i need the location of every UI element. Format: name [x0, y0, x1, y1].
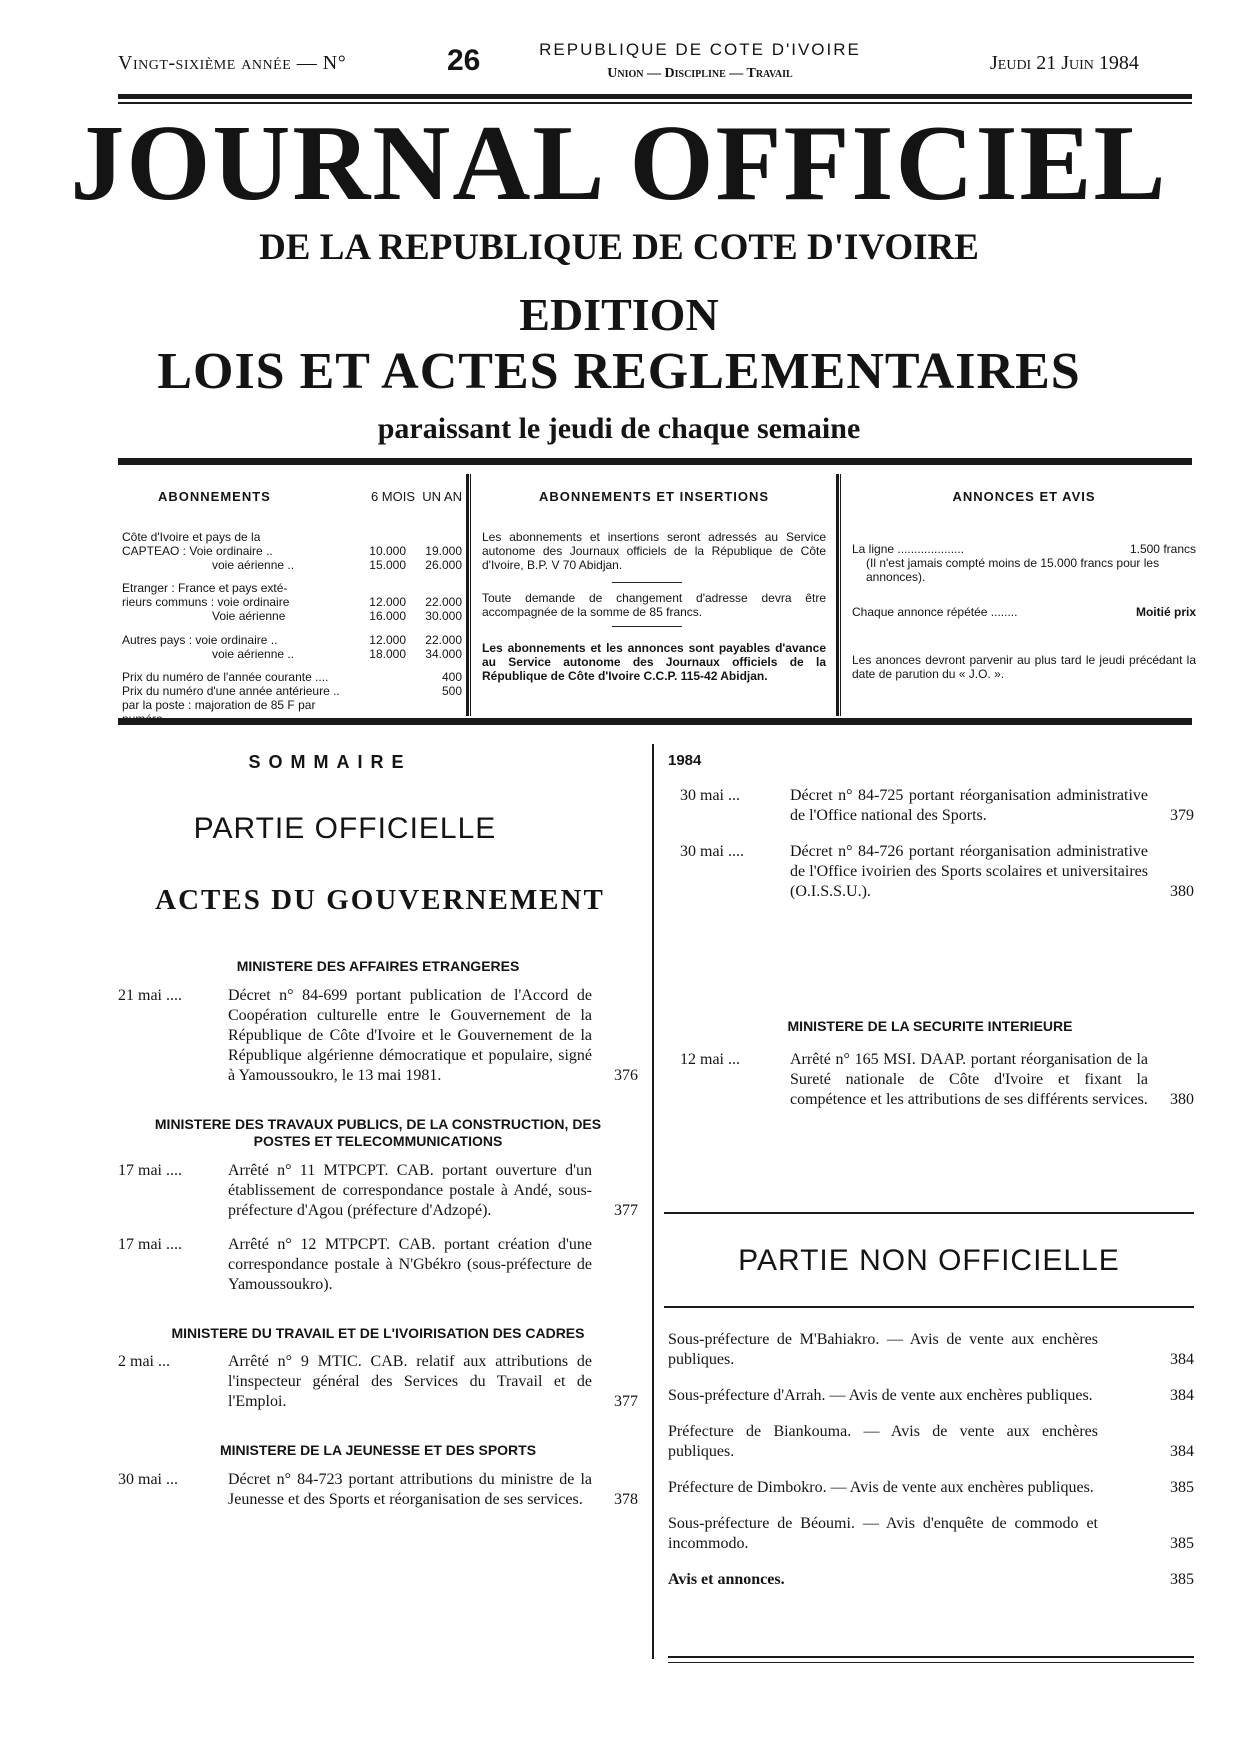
abonnements-title: ABONNEMENTS: [158, 489, 271, 504]
abonnement-row: [122, 559, 462, 573]
abonnement-1an: 22.000: [425, 632, 462, 647]
abonnement-row: [122, 648, 462, 662]
entry-text: Décret n° 84-723 portant attributions du ministre de la Jeunesse et des Sports et réorganisation de ses services.: [228, 1470, 592, 1508]
item-text: Préfecture de Dimbokro. — Avis de vente aux enchères publiques.: [668, 1479, 1094, 1496]
item-text: Avis et annonces.: [668, 1571, 785, 1588]
entry-text: Décret n° 84-725 portant réorganisation administrative de l'Office national des Sports.: [790, 787, 1148, 824]
abonnement-6mois: [350, 671, 406, 685]
actes-title: ACTES DU GOUVERNEMENT: [155, 884, 605, 916]
abonnement-6mois: 16.000: [369, 608, 406, 623]
entry-text: Décret n° 84-726 portant réorganisation administrative de l'Office ivoirien des Sports scolaires et universitaires (O.I.S.S.U.).: [790, 843, 1148, 900]
entry-date: 30 mai ....: [680, 843, 744, 860]
separator: [612, 626, 682, 627]
item-page: 384: [1170, 1443, 1194, 1460]
abonnement-1an: 34.000: [425, 646, 462, 661]
non-officielle-item: [668, 1478, 1194, 1498]
box-divider-thin: [840, 474, 841, 716]
securite-entry: [680, 1050, 1194, 1110]
sommaire-entry: [118, 1470, 638, 1510]
annonces-title: ANNONCES ET AVIS: [952, 489, 1096, 504]
masthead-rule: [118, 458, 1192, 465]
entry-page: 377: [614, 1201, 638, 1219]
boxes-bottom-rule: [118, 718, 1192, 725]
abonnement-row: [122, 671, 462, 685]
entry-page: 380: [1170, 883, 1194, 900]
repete-value: Moitié prix: [1135, 605, 1196, 620]
entry-page: 377: [614, 1393, 638, 1410]
insertions-p2: Toute demande de changement d'adresse devra être accompagnée de la somme de 85 francs.: [482, 591, 826, 620]
abonnement-6mois: 15.000: [369, 557, 406, 572]
item-page: 385: [1170, 1479, 1194, 1496]
annonces-delai: Les anonces devront parvenir au plus tard le jeudi précédant la date de parution du « J.O. ».: [852, 653, 1196, 681]
republic-name: REPUBLIQUE DE COTE D'IVOIRE: [539, 40, 861, 59]
non-officielle-list: [668, 1330, 1194, 1606]
abonnement-label: Prix du numéro de l'année courante ....: [122, 670, 329, 685]
abonnement-1an: 19.000: [425, 543, 462, 558]
entry-page: 376: [614, 1066, 638, 1084]
abonnement-1an: 22.000: [425, 595, 462, 610]
sommaire-entry: [680, 842, 1194, 902]
abonnement-row: [122, 596, 462, 610]
edition-label: EDITION: [519, 289, 719, 340]
annonces-box: [852, 474, 1196, 714]
entry-date: 17 mai ....: [118, 1161, 182, 1179]
year-label: Vingt-sixième année — N°: [118, 52, 347, 74]
bottom-rule: [668, 1656, 1194, 1658]
box-divider: [836, 474, 839, 716]
national-motto: Union — Discipline — Travail: [607, 66, 793, 81]
insertions-p1: Les abonnements et insertions seront adressés au Service autonome des Journaux officiels de la République de Côte d'Ivoire, B.P. V 70 Abidjan.: [482, 529, 826, 572]
abonnement-label: voie aérienne ..: [212, 557, 295, 572]
abonnement-6mois: [350, 582, 406, 596]
ministere-heading: MINISTERE DE LA JEUNESSE ET DES SPORTS: [219, 1442, 537, 1458]
item-page: 384: [1170, 1387, 1194, 1404]
sommaire-entry: [118, 1352, 638, 1412]
non-officielle-item: [668, 1386, 1194, 1406]
entry-text: Arrêté n° 9 MTIC. CAB. relatif aux attributions de l'inspecteur général des Services du Travail et de l'Emploi.: [228, 1353, 592, 1410]
frequency-label: paraissant le jeudi de chaque semaine: [377, 412, 861, 445]
ligne-row: [852, 543, 1196, 557]
abonnement-label: Côte d'Ivoire et pays de la: [122, 529, 261, 544]
abonnement-label: Autres pays : voie ordinaire ..: [122, 632, 278, 647]
column-rule: [652, 744, 654, 1659]
partie-non-officielle-title: PARTIE NON OFFICIELLE: [738, 1244, 1120, 1277]
securite-ministere: MINISTERE DE LA SECURITE INTERIEURE: [787, 1018, 1073, 1034]
abonnement-6mois: [350, 685, 406, 699]
abonnement-label: CAPTEAO : Voie ordinaire ..: [122, 543, 273, 558]
non-officielle-item: [668, 1570, 1194, 1590]
issue-number: 26: [447, 44, 481, 77]
entry-date: 30 mai ...: [118, 1470, 178, 1488]
entry-date: 30 mai ...: [680, 787, 740, 804]
repete-row: [852, 606, 1196, 620]
abonnement-label: par la poste : majoration de 85 F par: [122, 697, 316, 712]
ligne-note: (Il n'est jamais compté moins de 15.000 francs pour les annonces).: [866, 555, 1160, 584]
abonnement-label: rieurs communs : voie ordinaire: [122, 595, 290, 610]
abonnement-row: [122, 610, 462, 624]
journal-title: JOURNAL OFFICIEL: [70, 104, 1168, 223]
item-text: Sous-préfecture d'Arrah. — Avis de vente aux enchères publiques.: [668, 1387, 1093, 1404]
entry-text: Arrêté n° 165 MSI. DAAP. portant réorganisation de la Sureté nationale de Côte d'Ivoire et fixant la compétence et les attributions de ses différents services.: [790, 1051, 1148, 1108]
insertions-p3: Les abonnements et les annonces sont payables d'avance au Service autonome des Journaux officiels de la République de Côte d'Ivoire C.C.P. 115-42 Abidjan.: [482, 640, 826, 683]
lois-label: LOIS ET ACTES REGLEMENTAIRES: [157, 343, 1081, 400]
insertions-title: ABONNEMENTS ET INSERTIONS: [538, 489, 770, 504]
col-1an: UN AN: [422, 489, 462, 504]
section-rule: [664, 1212, 1194, 1214]
entry-date: 2 mai ...: [118, 1353, 170, 1370]
abonnement-6mois: 10.000: [369, 543, 406, 558]
non-officielle-item: [668, 1330, 1194, 1370]
non-officielle-item: [668, 1422, 1194, 1462]
abonnement-row: [122, 531, 462, 545]
insertions-box: [482, 474, 826, 714]
item-text: Sous-préfecture de M'Bahiakro. — Avis de vente aux enchères publiques.: [668, 1331, 1098, 1368]
bottom-rule-thin: [668, 1662, 1194, 1663]
entry-page: 378: [614, 1490, 638, 1508]
sommaire-title: SOMMAIRE: [248, 752, 412, 772]
journal-subtitle: DE LA REPUBLIQUE DE COTE D'IVOIRE: [259, 227, 979, 268]
abonnement-1an: [406, 531, 462, 545]
abonnements-rows: [122, 531, 462, 727]
abonnement-row: [122, 582, 462, 596]
sommaire-entry: [680, 786, 1194, 826]
top-rule: [118, 94, 1192, 99]
abonnement-row: [122, 634, 462, 648]
abonnement-6mois: 12.000: [369, 632, 406, 647]
ligne-label: La ligne ....................: [852, 541, 965, 556]
abonnement-row: [122, 545, 462, 559]
entry-page: 380: [1170, 1091, 1194, 1108]
abonnement-label: Etranger : France et pays exté-: [122, 581, 288, 596]
repete-label: Chaque annonce répétée ........: [852, 605, 1018, 620]
box-divider-thin: [470, 474, 471, 716]
entry-text: Arrêté n° 12 MTPCPT. CAB. portant création d'une correspondance postale à N'Gbékro (sous-préfecture de Yamoussoukro).: [228, 1235, 592, 1293]
item-text: Sous-préfecture de Béoumi. — Avis d'enquête de commodo et incommodo.: [668, 1515, 1098, 1552]
ministere-heading: MINISTERE DES TRAVAUX PUBLICS, DE LA CONSTRUCTION, DES POSTES ET TELECOMMUNICATIONS: [154, 1115, 602, 1149]
abonnement-label: Prix du numéro d'une année antérieure ..: [122, 684, 340, 699]
sommaire-entry: [118, 1161, 638, 1221]
item-text: Préfecture de Biankouma. — Avis de vente aux enchères publiques.: [668, 1423, 1098, 1460]
separator: [612, 582, 682, 583]
issue-date: Jeudi 21 Juin 1984: [990, 52, 1139, 74]
abonnements-box: [122, 474, 462, 714]
abonnement-label: Voie aérienne: [212, 608, 286, 623]
sommaire-left-column: [118, 958, 638, 1524]
sommaire-right-column: [680, 786, 1194, 918]
ministere-heading: MINISTERE DU TRAVAIL ET DE L'IVOIRISATION DES CADRES: [171, 1324, 585, 1341]
partie-officielle-title: PARTIE OFFICIELLE: [193, 812, 497, 845]
abonnement-6mois: [350, 531, 406, 545]
section-rule: [664, 1306, 1194, 1308]
abonnement-row: [122, 685, 462, 699]
right-year: 1984: [668, 752, 702, 769]
entry-page: 379: [1170, 807, 1194, 824]
abonnement-6mois: 12.000: [369, 595, 406, 610]
entry-date: 12 mai ...: [680, 1051, 740, 1068]
col-6mois: 6 MOIS: [370, 489, 416, 504]
item-page: 385: [1170, 1535, 1194, 1552]
sommaire-entry: [118, 986, 638, 1086]
ligne-price: 1.500 francs: [1129, 541, 1196, 556]
entry-text: Décret n° 84-699 portant publication de l'Accord de Coopération culturelle entre le Gouvernement de la République de Côte d'Ivoire et le Gouvernement de la République algérienne démocratique et populaire, signé à Yamoussoukro, le 13 mai 1981.: [228, 986, 592, 1084]
box-divider: [466, 474, 469, 716]
abonnement-label: voie aérienne ..: [212, 646, 295, 661]
abonnement-1an: 500: [441, 684, 462, 699]
abonnement-1an: 30.000: [425, 608, 462, 623]
entry-text: Arrêté n° 11 MTPCPT. CAB. portant ouverture d'un établissement de correspondance postale à Andé, sous-préfecture d'Agou (préfecture d'Adzopé).: [228, 1161, 592, 1219]
ministere-heading: MINISTERE DES AFFAIRES ETRANGERES: [236, 958, 520, 974]
item-page: 384: [1170, 1351, 1194, 1368]
non-officielle-item: [668, 1514, 1194, 1554]
abonnement-1an: [406, 582, 462, 596]
abonnement-1an: 26.000: [425, 557, 462, 572]
entry-date: 21 mai ....: [118, 986, 182, 1004]
abonnement-1an: 400: [441, 670, 462, 685]
item-page: 385: [1170, 1571, 1194, 1588]
sommaire-entry: [118, 1235, 638, 1295]
entry-date: 17 mai ....: [118, 1235, 182, 1253]
abonnement-6mois: 18.000: [369, 646, 406, 661]
